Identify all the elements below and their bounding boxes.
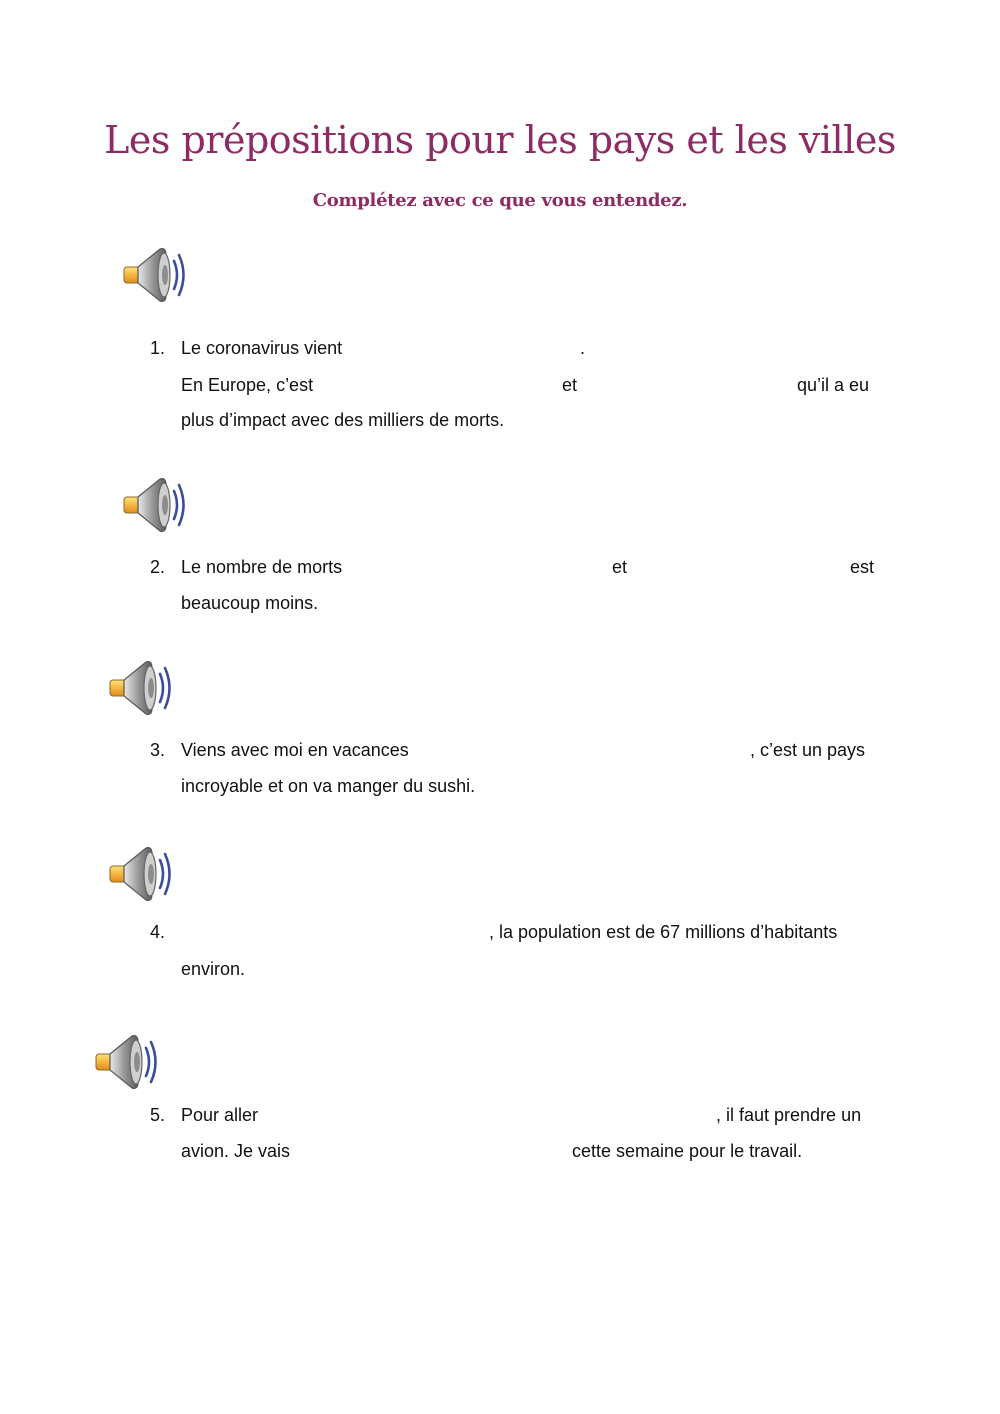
worksheet-title: Les prépositions pour les pays et les villes (104, 118, 896, 162)
speaker-audio-icon[interactable] (120, 243, 190, 307)
worksheet-subtitle: Complétez avec ce que vous entendez. (312, 190, 688, 211)
answer-input[interactable] (368, 335, 580, 363)
question-number: 3. (150, 740, 166, 760)
question-text: qu’il a eu (797, 375, 870, 395)
question-text: beaucoup moins. (181, 593, 319, 613)
question-text: plus d’impact avec des milliers de morts. (181, 410, 505, 430)
answer-input[interactable] (312, 1138, 568, 1166)
question-text: Le nombre de morts (181, 557, 343, 577)
speaker-audio-icon[interactable] (106, 656, 176, 720)
answer-input[interactable] (340, 372, 556, 400)
speaker-audio-icon[interactable] (106, 842, 176, 906)
question-number: 5. (150, 1105, 166, 1125)
question-number: 2. (150, 557, 166, 577)
question-number: 4. (150, 922, 166, 942)
answer-input[interactable] (278, 1102, 712, 1130)
answer-input[interactable] (640, 554, 844, 582)
question-text: , il faut prendre un (716, 1105, 862, 1125)
question-text: incroyable et on va manger du sushi. (181, 776, 476, 796)
speaker-audio-icon[interactable] (92, 1030, 162, 1094)
question-text: . (580, 338, 586, 358)
answer-input[interactable] (372, 554, 608, 582)
answer-input[interactable] (590, 372, 794, 400)
question-text: , la population est de 67 millions d’habitants (489, 922, 838, 942)
question-text: Pour aller (181, 1105, 259, 1125)
answer-input[interactable] (181, 919, 487, 947)
question-text: est (850, 557, 875, 577)
speaker-audio-icon[interactable] (120, 473, 190, 537)
question-text: environ. (181, 959, 246, 979)
question-text: En Europe, c’est (181, 375, 314, 395)
answer-input[interactable] (450, 737, 748, 765)
question-text: cette semaine pour le travail. (572, 1141, 803, 1161)
question-text: et (612, 557, 628, 577)
question-text: et (562, 375, 578, 395)
question-text: avion. Je vais (181, 1141, 291, 1161)
question-text: Viens avec moi en vacances (181, 740, 409, 760)
question-number: 1. (150, 338, 166, 358)
question-text: Le coronavirus vient (181, 338, 343, 358)
question-text: , c’est un pays (750, 740, 866, 760)
